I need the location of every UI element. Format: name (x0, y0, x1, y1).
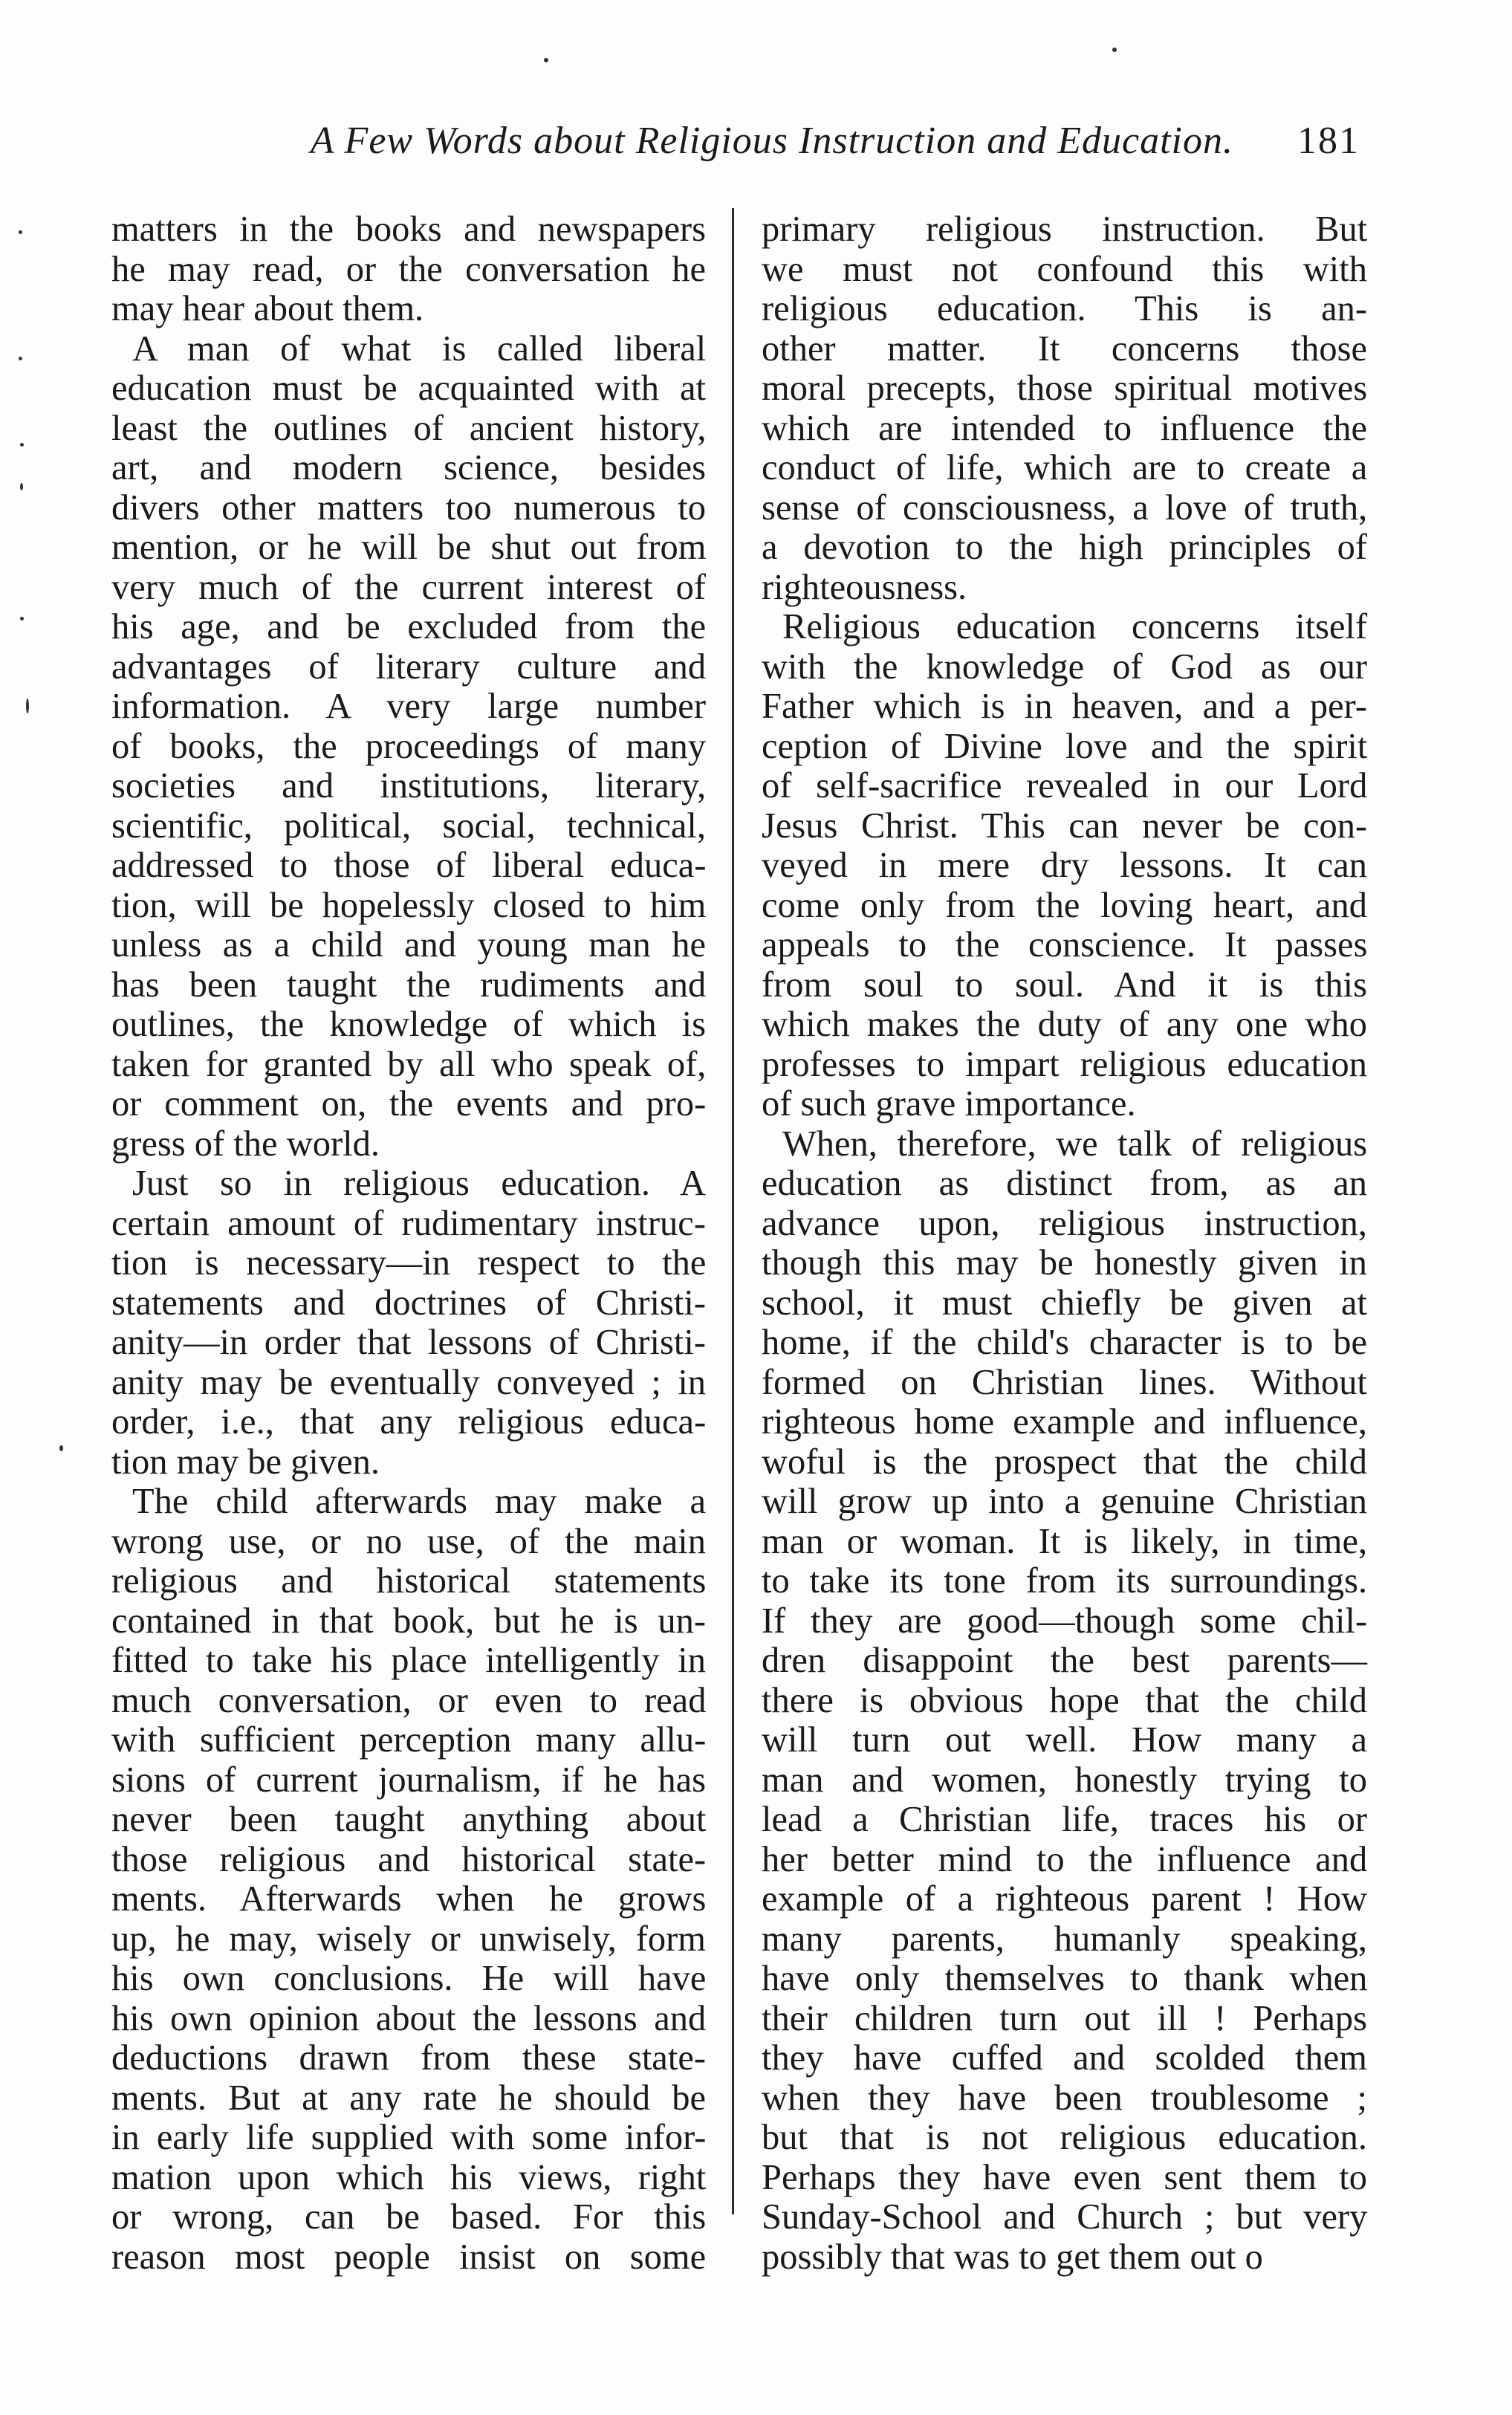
text-line: religious education. This is an- (762, 289, 1367, 328)
text-line: education as distinct from, as an (762, 1164, 1367, 1203)
text-line: If they are good—though some chil- (762, 1601, 1368, 1641)
text-line: will turn out well. How many a (762, 1720, 1367, 1760)
text-line: formed on Christian lines. Without (762, 1362, 1367, 1402)
text-line: up, he may, wisely or unwisely, form (111, 1919, 707, 1959)
text-line: conduct of life, which are to create a (762, 448, 1368, 487)
text-line: may hear about them. (111, 289, 424, 328)
text-line: advantages of literary culture and (111, 646, 707, 687)
text-line: which makes the duty of any one who (762, 1005, 1367, 1044)
text-line: religious and historical statements (111, 1561, 707, 1601)
text-line: very much of the current interest of (111, 567, 706, 607)
scan-speck (544, 58, 548, 62)
text-line: The child afterwards may make a (132, 1482, 706, 1521)
text-line: righteousness. (762, 567, 967, 607)
text-line: there is obvious hope that the child (762, 1680, 1367, 1720)
text-line: in early life supplied with some infor- (111, 2118, 707, 2157)
text-line: Just so in religious education. A (132, 1164, 706, 1203)
text-line: righteous home example and influence, (762, 1402, 1367, 1442)
text-line: mention, or he will be shut out from (111, 528, 707, 567)
text-line: man or woman. It is likely, in time, (762, 1521, 1368, 1561)
text-line: come only from the loving heart, and (762, 885, 1367, 925)
text-line: to take its tone from its surroundings. (762, 1561, 1368, 1601)
text-line: we must not confound this with (762, 249, 1367, 289)
text-line: certain amount of rudimentary instruc- (111, 1203, 706, 1243)
scan-speck (19, 357, 22, 360)
text-line: Perhaps they have even sent them to (762, 2157, 1367, 2197)
text-line: reason most people insist on some (111, 2237, 707, 2277)
text-line: Jesus Christ. This can never be con- (762, 805, 1368, 846)
text-line: A man of what is called liberal (132, 328, 707, 369)
text-line: those religious and historical state- (111, 1839, 707, 1879)
text-line: scientific, political, social, technical, (111, 805, 706, 846)
text-line: gress of the world. (111, 1124, 380, 1164)
text-line: of books, the proceedings of many (111, 726, 706, 766)
scan-speck (20, 443, 24, 447)
text-line: but that is not religious education. (762, 2118, 1368, 2157)
text-line: woful is the prospect that the child (762, 1442, 1367, 1482)
text-line: ception of Divine love and the spirit (762, 726, 1368, 766)
text-line: example of a righteous parent ! How (762, 1879, 1368, 1919)
text-line: her better mind to the influence and (762, 1839, 1368, 1879)
text-line: dren disappoint the best parents— (762, 1641, 1367, 1680)
page-number: 181 (1297, 120, 1360, 162)
text-line: unless as a child and young man he (111, 925, 706, 965)
text-line: professes to impart religious education (762, 1044, 1367, 1084)
text-line: anity—in order that lessons of Christi- (111, 1323, 706, 1362)
text-line: which are intended to influence the (762, 408, 1367, 448)
text-line: home, if the child's character is to be (762, 1323, 1367, 1362)
text-line: man and women, honestly trying to (762, 1760, 1367, 1800)
text-line: from soul to soul. And it is this (762, 965, 1367, 1005)
running-title: A Few Words about Religious Instruction and Education. (310, 120, 1233, 162)
text-line: addressed to those of liberal educa- (111, 846, 707, 885)
text-line: primary religious instruction. But (762, 210, 1368, 249)
text-line: of self-sacrifice revealed in our Lord (762, 766, 1368, 805)
text-line: outlines, the knowledge of which is (111, 1005, 706, 1044)
text-line: advance upon, religious instruction, (762, 1203, 1367, 1243)
text-line: have only themselves to thank when (762, 1959, 1368, 1998)
text-line: least the outlines of ancient history, (111, 408, 707, 448)
text-line: appeals to the conscience. It passes (762, 925, 1368, 965)
scan-speck (1112, 48, 1117, 52)
text-line: with sufficient perception many allu- (111, 1720, 707, 1760)
column-divider (732, 208, 734, 2214)
text-line: statements and doctrines of Christi- (111, 1283, 706, 1323)
text-line: Father which is in heaven, and a per- (762, 687, 1367, 726)
text-line: sense of consciousness, a love of truth, (762, 487, 1368, 528)
text-line: his age, and be excluded from the (111, 607, 707, 646)
text-line: mation upon which his views, right (111, 2157, 707, 2197)
text-line: much conversation, or even to read (111, 1680, 707, 1720)
text-line: art, and modern science, besides (111, 448, 706, 487)
text-line: many parents, humanly speaking, (762, 1919, 1367, 1959)
text-line: anity may be eventually conveyed ; in (111, 1362, 707, 1402)
text-line: veyed in mere dry lessons. It can (762, 846, 1368, 885)
running-header (171, 119, 1360, 178)
text-line: divers other matters too numerous to (111, 487, 706, 528)
text-line: societies and institutions, literary, (111, 766, 707, 805)
text-line: tion may be given. (111, 1442, 380, 1482)
right-column (762, 210, 1367, 2277)
text-line: his own conclusions. He will have (111, 1959, 707, 1998)
scan-speck (20, 483, 23, 490)
scan-speck (26, 698, 29, 713)
text-line: of such grave importance. (762, 1084, 1136, 1124)
text-line: sions of current journalism, if he has (111, 1760, 706, 1800)
text-line: a devotion to the high principles of (762, 528, 1367, 567)
text-line: ments. But at any rate he should be (111, 2078, 706, 2118)
scan-speck (59, 1445, 63, 1451)
text-line: when they have been troublesome ; (762, 2078, 1367, 2118)
text-line: with the knowledge of God as our (762, 646, 1368, 687)
scan-speck (20, 617, 24, 620)
text-line: or comment on, the events and pro- (111, 1084, 707, 1124)
text-line: tion, will be hopelessly closed to him (111, 885, 707, 925)
text-line: deductions drawn from these state- (111, 2038, 706, 2078)
left-column (111, 210, 706, 2277)
text-line: fitted to take his place intelligently in (111, 1641, 706, 1680)
text-line: though this may be honestly given in (762, 1243, 1367, 1283)
text-line: When, therefore, we talk of religious (782, 1124, 1368, 1164)
text-line: ments. Afterwards when he grows (111, 1879, 707, 1919)
text-line: their children turn out ill ! Perhaps (762, 1998, 1367, 2038)
text-line: they have cuffed and scolded them (762, 2038, 1367, 2078)
text-line: tion is necessary—in respect to the (111, 1243, 707, 1283)
text-line: other matter. It concerns those (762, 328, 1367, 369)
text-line: wrong use, or no use, of the main (111, 1521, 706, 1561)
text-line: Religious education concerns itself (782, 607, 1368, 646)
text-line: order, i.e., that any religious educa- (111, 1402, 707, 1442)
text-line: his own opinion about the lessons and (111, 1998, 707, 2038)
text-line: lead a Christian life, traces his or (762, 1800, 1367, 1839)
text-line: or wrong, can be based. For this (111, 2197, 707, 2237)
text-line: matters in the books and newspapers (111, 210, 706, 249)
text-line: Sunday-School and Church ; but very (762, 2197, 1368, 2237)
text-line: never been taught anything about (111, 1800, 707, 1839)
text-line: will grow up into a genuine Christian (762, 1482, 1367, 1521)
text-line: taken for granted by all who speak of, (111, 1044, 707, 1084)
text-line: information. A very large number (111, 687, 706, 726)
text-line: education must be acquainted with at (111, 369, 706, 408)
text-line: has been taught the rudiments and (111, 965, 707, 1005)
text-line: he may read, or the conversation he (111, 249, 706, 289)
text-line: possibly that was to get them out o (762, 2237, 1263, 2277)
text-line: moral precepts, those spiritual motives (762, 369, 1368, 408)
scan-speck (19, 230, 22, 234)
text-line: contained in that book, but he is un- (111, 1601, 706, 1641)
text-line: school, it must chiefly be given at (762, 1283, 1367, 1323)
